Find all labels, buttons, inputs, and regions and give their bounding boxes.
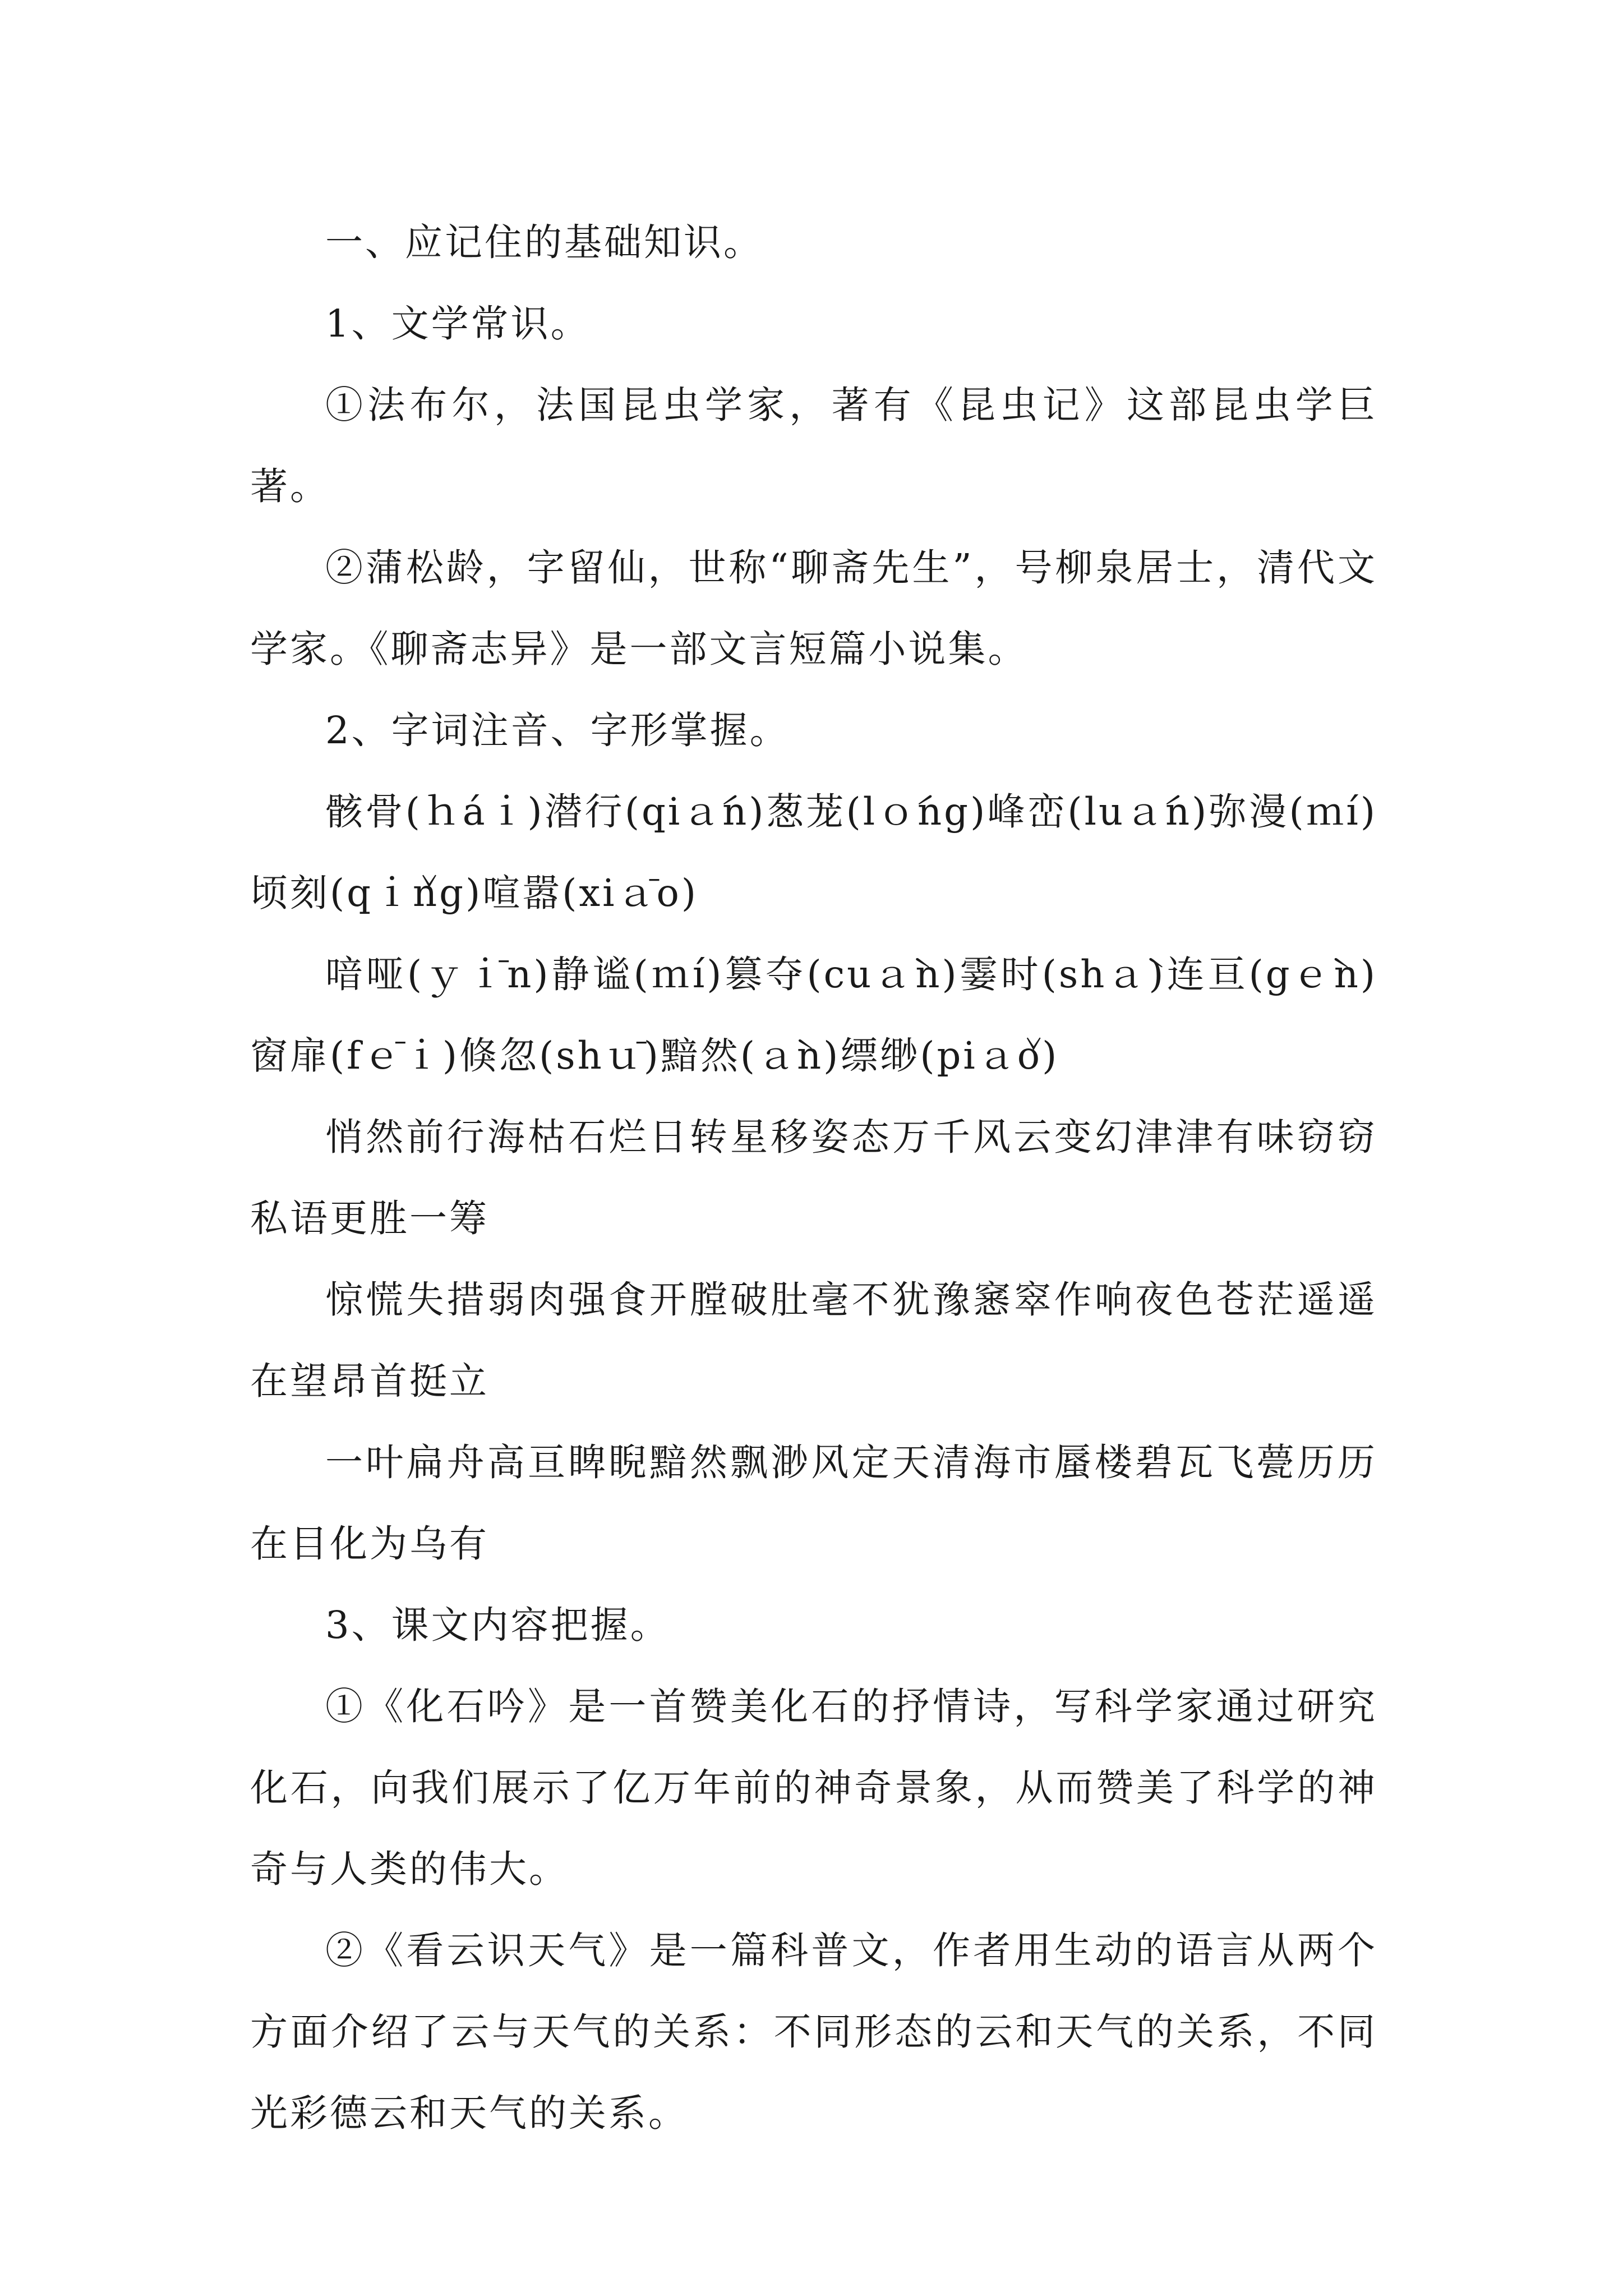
paragraph: ①法布尔，法国昆虫学家，著有《昆虫记》这部昆虫学巨著。 bbox=[250, 383, 1377, 508]
document-body bbox=[250, 202, 1377, 2154]
vocabulary-paragraph: 悄然前行海枯石烂日转星移姿态万千风云变幻津津有味窃窃私语更胜一筹 bbox=[250, 1115, 1377, 1240]
paragraph: ②蒲松龄，字留仙，世称“聊斋先生”，号柳泉居士，清代文学家。《聊斋志异》是一部文言短篇小说集。 bbox=[250, 546, 1377, 671]
subsection-heading: 3、课文内容把握。 bbox=[325, 1603, 670, 1647]
paragraph: ②《看云识天气》是一篇科普文，作者用生动的语言从两个方面介绍了云与天气的关系：不同形态的云和天气的关系，不同光彩德云和天气的关系。 bbox=[250, 1929, 1377, 2135]
vocabulary-paragraph: 一叶扁舟高亘睥睨黯然飘渺风定天清海市蜃楼碧瓦飞甍历历在目化为乌有 bbox=[250, 1441, 1377, 1566]
subsection-heading: 2、字词注音、字形掌握。 bbox=[325, 708, 790, 752]
pinyin-paragraph: 骸骨(ｈáｉ)潜行(qiａ́n)葱茏(lｏ́ng)峰峦(luａ́n)弥漫(ｍí)顷刻(qｉ̌ng)喧嚣(xiａ̄o) bbox=[250, 790, 1377, 915]
section-heading: 一、应记住的基础知识。 bbox=[325, 220, 763, 264]
subsection-heading: 1、文学常识。 bbox=[325, 302, 591, 346]
pinyin-paragraph: 喑哑(ｙｉ̄n)静谧(ｍí)篡夺(cuａ̀n)霎时(shａ̀)连亘(gｅ̀n)窗扉(fｅ̄ｉ)倏忽(shｕ̄)黯然(ａ̀n)缥缈(piａ̌o) bbox=[250, 953, 1377, 1078]
paragraph: ①《化石吟》是一首赞美化石的抒情诗，写科学家通过研究化石，向我们展示了亿万年前的神奇景象，从而赞美了科学的神奇与人类的伟大。 bbox=[250, 1685, 1377, 1891]
vocabulary-paragraph: 惊慌失措弱肉强食开膛破肚毫不犹豫窸窣作响夜色苍茫遥遥在望昂首挺立 bbox=[250, 1278, 1377, 1403]
